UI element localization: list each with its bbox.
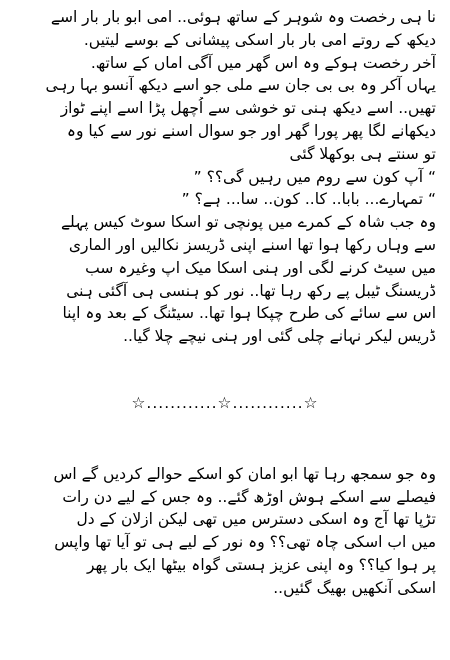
dialogue-line: “ تمہارے... بابا.. کا.. کون.. سا... ہے؟ ” — [181, 190, 436, 209]
text-line: تڑپا تھا آج وہ اسکی دسترس میں تھی لیکن ازلان کے دل — [76, 510, 436, 529]
text-line: اس سے سائے کی طرح چپکا ہوا تھا.. سیٹنگ کے بعد وہ اپنا — [62, 304, 436, 323]
text-line: ڈریس لیکر نہانے چلی گئی اور ہنی نیچے چلا گیا.. — [123, 327, 436, 346]
text-line: میں اب اسکی چاہ تھی؟؟ وہ نور کے لیے ہی تو آیا تھا واپس — [54, 533, 436, 552]
text-line: سے وہاں رکھا ہوا تھا اسنے اپنی ڈریسز نکالیں اور الماری — [68, 235, 436, 254]
text-line: وہ جب شاہ کے کمرے میں پونچی تو اسکا سوٹ کیس پہلے — [60, 213, 436, 232]
text-line: نا ہی رخصت وہ شوہر کے ساتھ ہوئی.. امی ابو بار بار اسے — [50, 8, 436, 26]
text-line: پر ہوا کیا؟؟ وہ اپنی عزیز ہستی گواہ بیٹھا ایک بار پھر — [87, 555, 436, 574]
paragraph-2 — [14, 463, 436, 600]
text-line: میں سیٹ کرنے لگی اور ہنی اسکا میک اپ وغیرہ سب — [85, 258, 436, 277]
text-line: دیکھ کے روتے امی بار بار اسکی پیشانی کے بوسے لیتیں. — [83, 30, 436, 49]
text-line: اسکی آنکھیں بھیگ گئیں.. — [273, 578, 436, 597]
blank-space — [14, 415, 436, 463]
text-line: تھیں.. اسے دیکھ ہنی تو خوشی سے اُچھل پڑا اسے اپنے ٹواز — [60, 99, 436, 118]
text-line: آخر رخصت ہوکے وہ اس گھر میں آگی اماں کے ساتھ. — [90, 53, 436, 72]
text-line: ڈریسنگ ٹیبل پے رکھ رہا تھا.. نور کو ہنسی ہی آگئی ہنی — [66, 281, 436, 300]
text-line: تو سنتے ہی بوکھلا گئی — [289, 144, 436, 163]
star-separator: ☆............☆............☆ — [131, 393, 319, 412]
text-line: دیکھانے لگا پھر پورا گھر اور جو سوال اسنے نور سے کیا وہ — [66, 121, 436, 140]
text-line: یہاں آکر وہ بی بی جان سے ملی جو اسے دیکھ آنسو بہا رہی — [45, 76, 436, 95]
text-line: فیصلے سے اسکے ہوش اوڑھ گئے.. وہ جس کے لیے دن رات — [62, 487, 436, 506]
paragraph-1 — [14, 6, 436, 348]
text-line: وہ جو سمجھ رہا تھا ابو امان کو اسکے حوالے کردیں گے اس — [53, 464, 436, 483]
dialogue-line: “ آپ کون سے روم میں رہیں گی؟؟ ” — [193, 167, 436, 186]
blank-space — [14, 348, 436, 392]
